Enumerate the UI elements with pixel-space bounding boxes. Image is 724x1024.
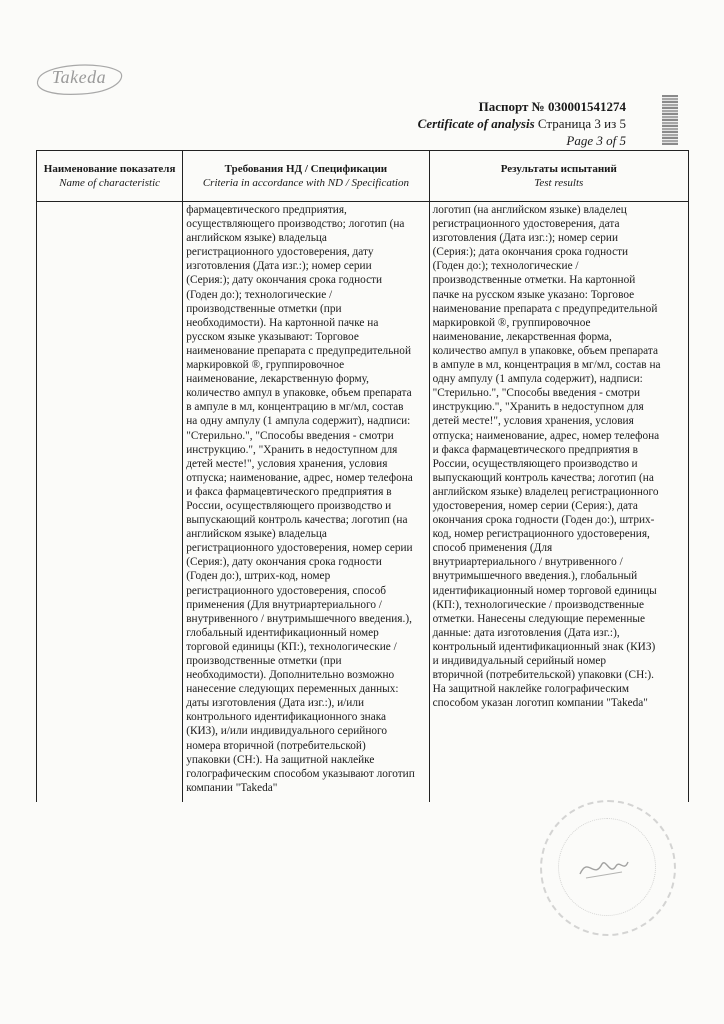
page-number-ru: Страница 3 из 5 [537,116,626,131]
specification-cell [183,202,429,803]
table-header-row [37,151,689,202]
column-header-name [37,151,183,202]
passport-number: Паспорт № 030001541274 [478,99,626,114]
column-header-en: Criteria in accordance with ND / Specification [202,177,409,189]
logo-text: Takeda [51,67,107,87]
certificate-line [418,115,626,132]
certificate-label: Certificate of analysis [417,116,535,131]
column-header-en: Name of characteristic [59,177,161,189]
result-text: логотип (на английском языке) владелец регистрационного удостоверения, дата изготовления (Дата изг.:); номер серии (Серия:); дата окончания срока годности (Годен до:); технологические / производственные отметки. На картонной пачке на русском языке указано: Торговое наименование препарата с предупредительной маркировкой ®, группировочное наименование, лекарственная форма, количество ампул в упаковке, объем препарата в ампуле в мл, концентрация в мг/мл, состав на одну ампулу (1 ампула содержит), надписи: "Стерильно.", "Способы введения - смотри инструкцию.", "Хранить в недоступном для детей месте!", условия хранения, условия отпуска; наименование, адрес, номер телефона и факса фармацевтического предприятия в России, осуществляющего производство и выпускающий контроль качества; логотип (на английском языке) владелец регистрационного удостоверения, номер серии (Серия:), дата окончания срока годности (Годен до:), штрих- код, номер регистрационного удостоверения, способ применения (Для внутриартериального / внутривенного / внутримышечного введения.), глобальный идентификационный номер торговой единицы (КП:), технологические / производственные отметки. Нанесены следующие переменные данные: дата изготовления (Дата изг.:), контрольный идентификационный знак (КИЗ) и индивидуальный серийный номер вторичной (потребительской) упаковки (СН:). На защитной наклейке голографическим способом указан логотип компании "Takeda" [432,204,661,710]
barcode-icon [662,95,678,145]
characteristic-text [37,202,182,203]
signature-icon [576,850,632,884]
page-number-en: Page 3 of 5 [566,133,626,148]
column-header-en: Test results [534,177,584,189]
column-header-ru: Результаты испытаний [500,163,617,175]
result-cell [429,202,688,803]
characteristic-cell [37,202,183,803]
certificate-table [36,150,689,802]
table-row [37,202,689,803]
takeda-logo [32,58,126,98]
document-header [418,98,626,149]
column-header-results [429,151,688,202]
column-header-ru: Требования НД / Спецификации [224,163,388,175]
column-header-ru: Наименование показателя [43,163,176,175]
specification-text: фармацевтического предприятия, осуществляющего производство; логотип (на английском языке) владельца регистрационного удостоверения, дату изготовления (Дата изг.:); номер серии (Серия:); дату окончания срока годности (Годен до:); технологические / производственные отметки (при необходимости). На картонной пачке на русском языке указывают: Торговое наименование препарата с предупредительной маркировкой ®, группировочное наименование, лекарственную форму, количество ампул в упаковке, объем препарата в ампуле в мл, концентрацию в мг/мл, состав на одну ампулу (1 ампула содержит), надписи: "Стерильно.", "Способы введения - смотри инструкцию.", "Хранить в недоступном для детей месте!", условия хранения, условия отпуска; наименование, адрес, номер телефона и факса фармацевтического предприятия в России, осуществляющего производство и выпускающий контроль качества; логотип (на английском языке) владельца регистрационного удостоверения, номер серии (Серия:), дату окончания срока годности (Годен до:), штрих-код, номер регистрационного удостоверения, способ применения (Для внутриартериального / внутривенного / внутримышечного введения.), глобальный идентификационный номер торговой единицы (КП:), технологические / производственные отметки (при необходимости). Дополнительно возможно нанесение следующих переменных данных: даты изготовления (Дата изг.:), и/или контрольного идентификационного знака (КИЗ), и/или индивидуального серийного номера вторичной (потребительской) упаковки (СН:). На защитной наклейке голографическим способом указывают логотип компании "Takeda" [186,204,415,794]
column-header-spec [183,151,429,202]
